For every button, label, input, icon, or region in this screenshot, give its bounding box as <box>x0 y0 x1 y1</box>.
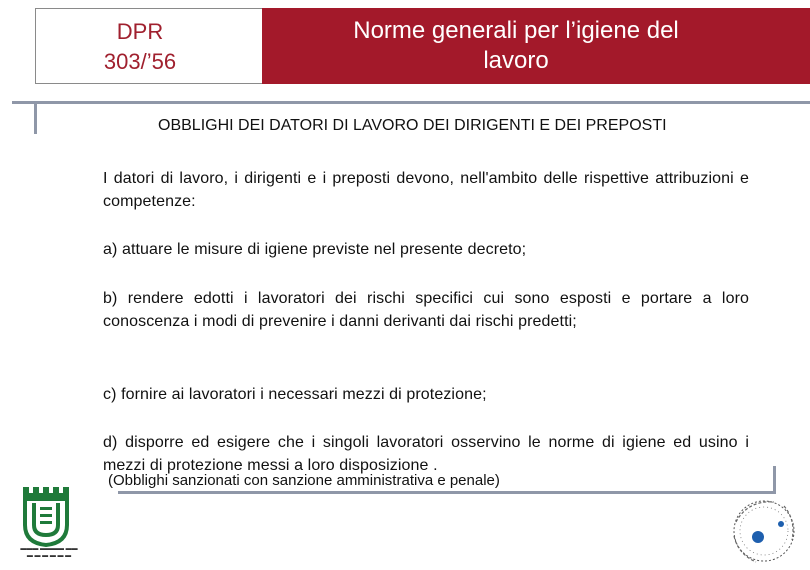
bottom-divider <box>118 491 776 494</box>
paragraph-b: b) rendere edotti i lavoratori dei rischi specifici cui sono esposti e portare a loro conoscenza i modi di prevenire i danni derivanti dai rischi predetti; <box>103 290 749 330</box>
paragraph-c: c) fornire ai lavoratori i necessari mezzi di protezione; <box>103 386 487 403</box>
top-divider <box>12 101 810 104</box>
title-banner <box>262 8 810 84</box>
paragraph-d: d) disporre ed esigere che i singoli lavoratori osservino le norme di igiene ed usino i mezzi di protezione messi a loro disposizione . <box>103 434 749 474</box>
section-subtitle: OBBLIGHI DEI DATORI DI LAVORO DEI DIRIGENTI E DEI PREPOSTI <box>158 117 667 134</box>
right-divider-tick <box>773 466 776 494</box>
sanction-note: (Obblighi sanzionati con sanzione amministrativa e penale) <box>108 472 500 489</box>
university-logo-caption: ▬▬▬ ▬▬▬▬ ▬▬ ▬ ▬ ▬ ▬ ▬ ▬ <box>20 546 78 559</box>
paragraph-intro: I datori di lavoro, i dirigenti e i preposti devono, nell'ambito delle rispettive attribuzioni e competenze: <box>103 170 749 210</box>
paragraph-a: a) attuare le misure di igiene previste nel presente decreto; <box>103 241 527 258</box>
left-divider-tick <box>34 104 37 134</box>
document-code <box>60 12 220 82</box>
banner-title-line-2: lavoro <box>483 47 549 74</box>
document-code-line-2: 303/’56 <box>103 49 177 74</box>
document-code-line-1: DPR <box>116 19 164 44</box>
circular-seal-logo <box>718 492 810 570</box>
banner-title-line-1: Norme generali per l’igiene del <box>353 17 679 44</box>
